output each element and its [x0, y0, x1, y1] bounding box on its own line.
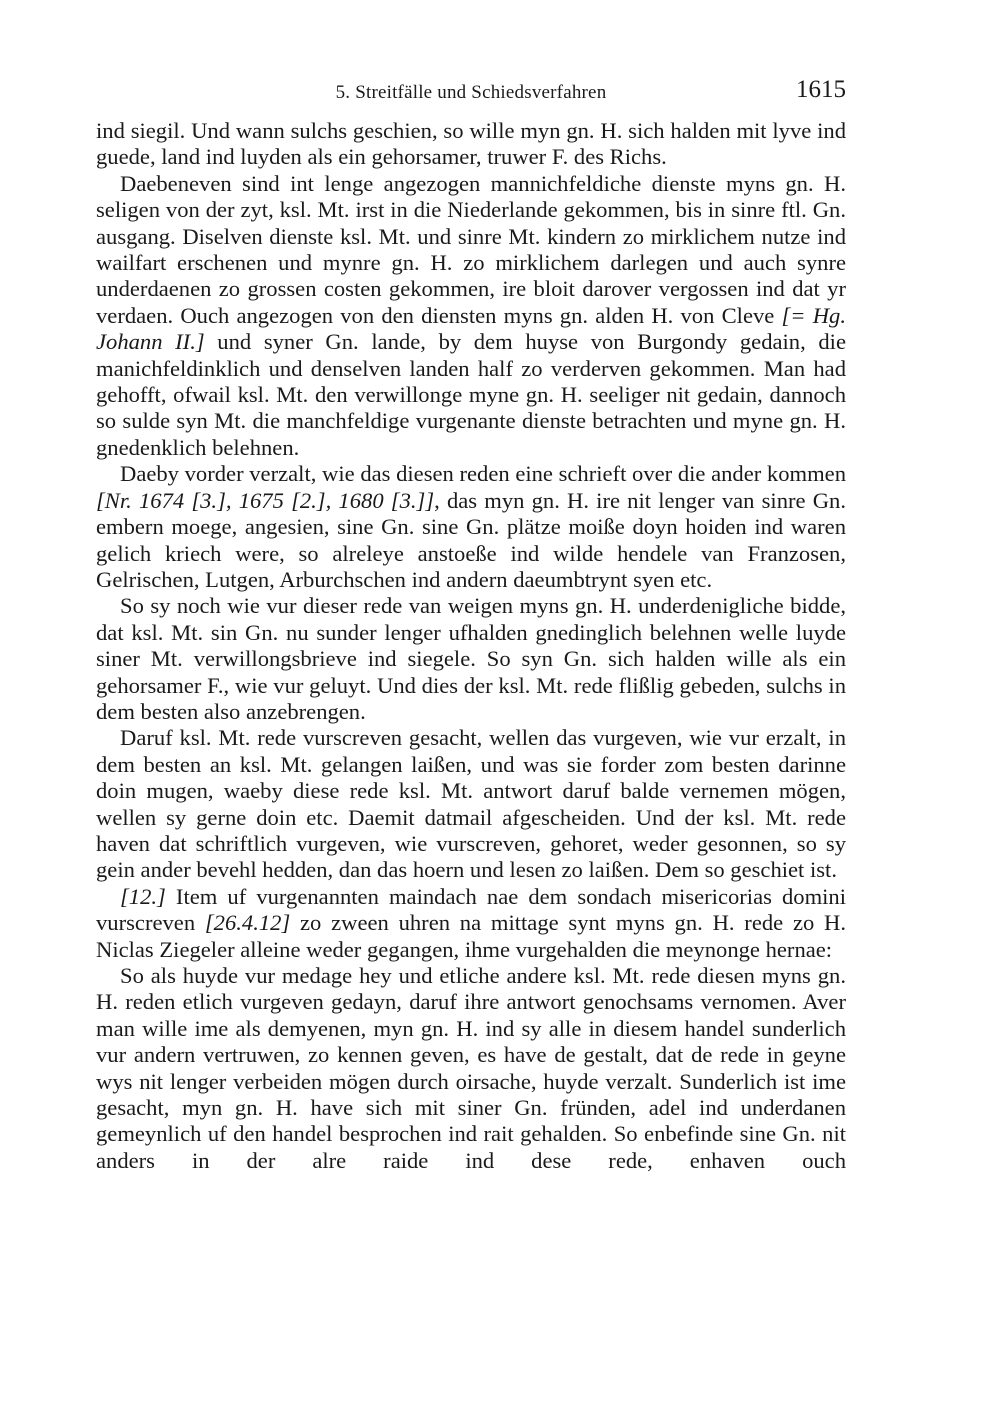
date-note: [26.4.12]: [204, 910, 291, 936]
paragraph-4: [96, 593, 846, 725]
text-segment: ind siegil. Und wann sulchs geschien, so wille myn gn. H. sich halden mit lyve ind guede, land ind luyden als ein gehorsamer, truwer F. des Richs.: [96, 118, 846, 170]
text-segment: und syner Gn. lande, by dem huyse von Burgondy gedain, die manichfeldinklich und denselven landen half zo verderven gekommen. Man had gehofft, ofwail ksl. Mt. den verwillonge myne gn. H. seeliger nit gedain, dannoch so sulde syn Mt. die manchfeldige vurgenante dienste betrachten und myne gn. H. gnedenklich belehnen.: [96, 329, 846, 460]
text-segment: Daebeneven sind int lenge angezogen mannichfeldiche dienste myns gn. H. seligen von der zyt, ksl. Mt. irst in die Niederlande gekommen, bis in sinre ftl. Gn. ausgang. Diselven dienste ksl. Mt. und sinre Mt. kindern zo mirklichem nutze ind wailfart erschenen und mynre gn. H. zo mirklichem darlegen und auch synre underdaenen zo grossen costen gekommen, ire bloit darover vergossen ind dat yr verdaen. Ouch angezogen von den diensten myns gn. alden H. von Cleve: [96, 170, 846, 328]
text-segment: zo zween uhren na mittage synt myns gn. H. rede zo H. Niclas Ziegeler alleine weder gegangen, ihme vurgehalden die meynonge hernae:: [96, 910, 846, 962]
text-segment: Daruf ksl. Mt. rede vurscreven gesacht, wellen das vurgeven, wie vur erzalt, in dem besten an ksl. Mt. gelangen laißen, und was sie forder zom besten darinne doin mugen, waeby diese rede ksl. Mt. antwort daruf balde vernemen mögen, wellen sy gerne doin etc. Daemit datmail afgescheiden. Und der ksl. Mt. rede haven dat schriftlich vurgeven, wie vurscreven, gehoret, weder gesonnen, so sy gein ander bevehl hedden, dan das hoern und lesen zo laißen. Dem so geschiet ist.: [96, 725, 846, 883]
paragraph-3: [96, 461, 846, 593]
text-segment: Item uf vurgenannten maindach nae dem sondach misericorias domini vurscreven: [96, 883, 846, 936]
text-segment: So sy noch wie vur dieser rede van weigen myns gn. H. underdenigliche bidde, dat ksl. Mt. sin Gn. nu sunder lenger ufhalden gnedinglich belehnen welle luyde siner Mt. verwillongsbrieve ind siegele. So syn Gn. sich halden wille als ein gehorsamer F., wie vur geluyt. Und dies der ksl. Mt. rede flißlig gebeden, sulchs in dem besten also anzebrengen.: [96, 593, 846, 724]
text-segment: Daeby vorder verzalt, wie das diesen reden eine schrieft over die ander kommen: [120, 461, 846, 487]
paragraph-1: [96, 118, 846, 171]
running-head: [96, 76, 846, 108]
section-marker: [12.]: [120, 883, 166, 909]
paragraph-2: [96, 171, 846, 461]
paragraph-5: [96, 725, 846, 883]
text-segment: So als huyde vur medage hey und etliche andere ksl. Mt. rede diesen myns gn. H. reden etlich vurgeven gedayn, daruf ihre antwort genochsams vernomen. Aver man wille ime als demyenen, myn gn. H. ind sy alle in diesem handel sunderlich vur andern vertruwen, zo kennen geven, es have de gestalt, dat de rede in geyne wys nit lenger verbeiden mögen durch oirsache, huyde verzalt. Sunderlich ist ime gesacht, myn gn. H. have sich mit siner Gn. fründen, adel ind underdanen gemeynlich uf den handel besprochen ind rait gehalden. So enbefinde sine Gn. nit anders in der alre raide ind dese rede, enhaven ouch: [96, 963, 846, 1173]
paragraph-7: [96, 963, 846, 1174]
text-segment: , das myn gn. H. ire nit lenger van sinre Gn. embern moege, angesien, sine Gn. sine Gn. plätze moiße doyn hoiden ind waren gelich kriech were, so alreleye anstoeße ind wilde hendele van Franzosen, Gelrischen, Lutgen, Arburchschen ind andern daeumbtrynt syen etc.: [96, 487, 846, 592]
paragraph-6: [96, 884, 846, 963]
editorial-note: [= Hg. Johann II.]: [96, 302, 846, 355]
page-number: 1615: [796, 76, 846, 103]
body-text: [96, 118, 846, 1174]
running-title: 5. Streitfälle und Schiedsverfahren: [335, 82, 607, 103]
cross-reference: [Nr. 1674 [3.], 1675 [2.], 1680 [3.]]: [96, 487, 435, 513]
